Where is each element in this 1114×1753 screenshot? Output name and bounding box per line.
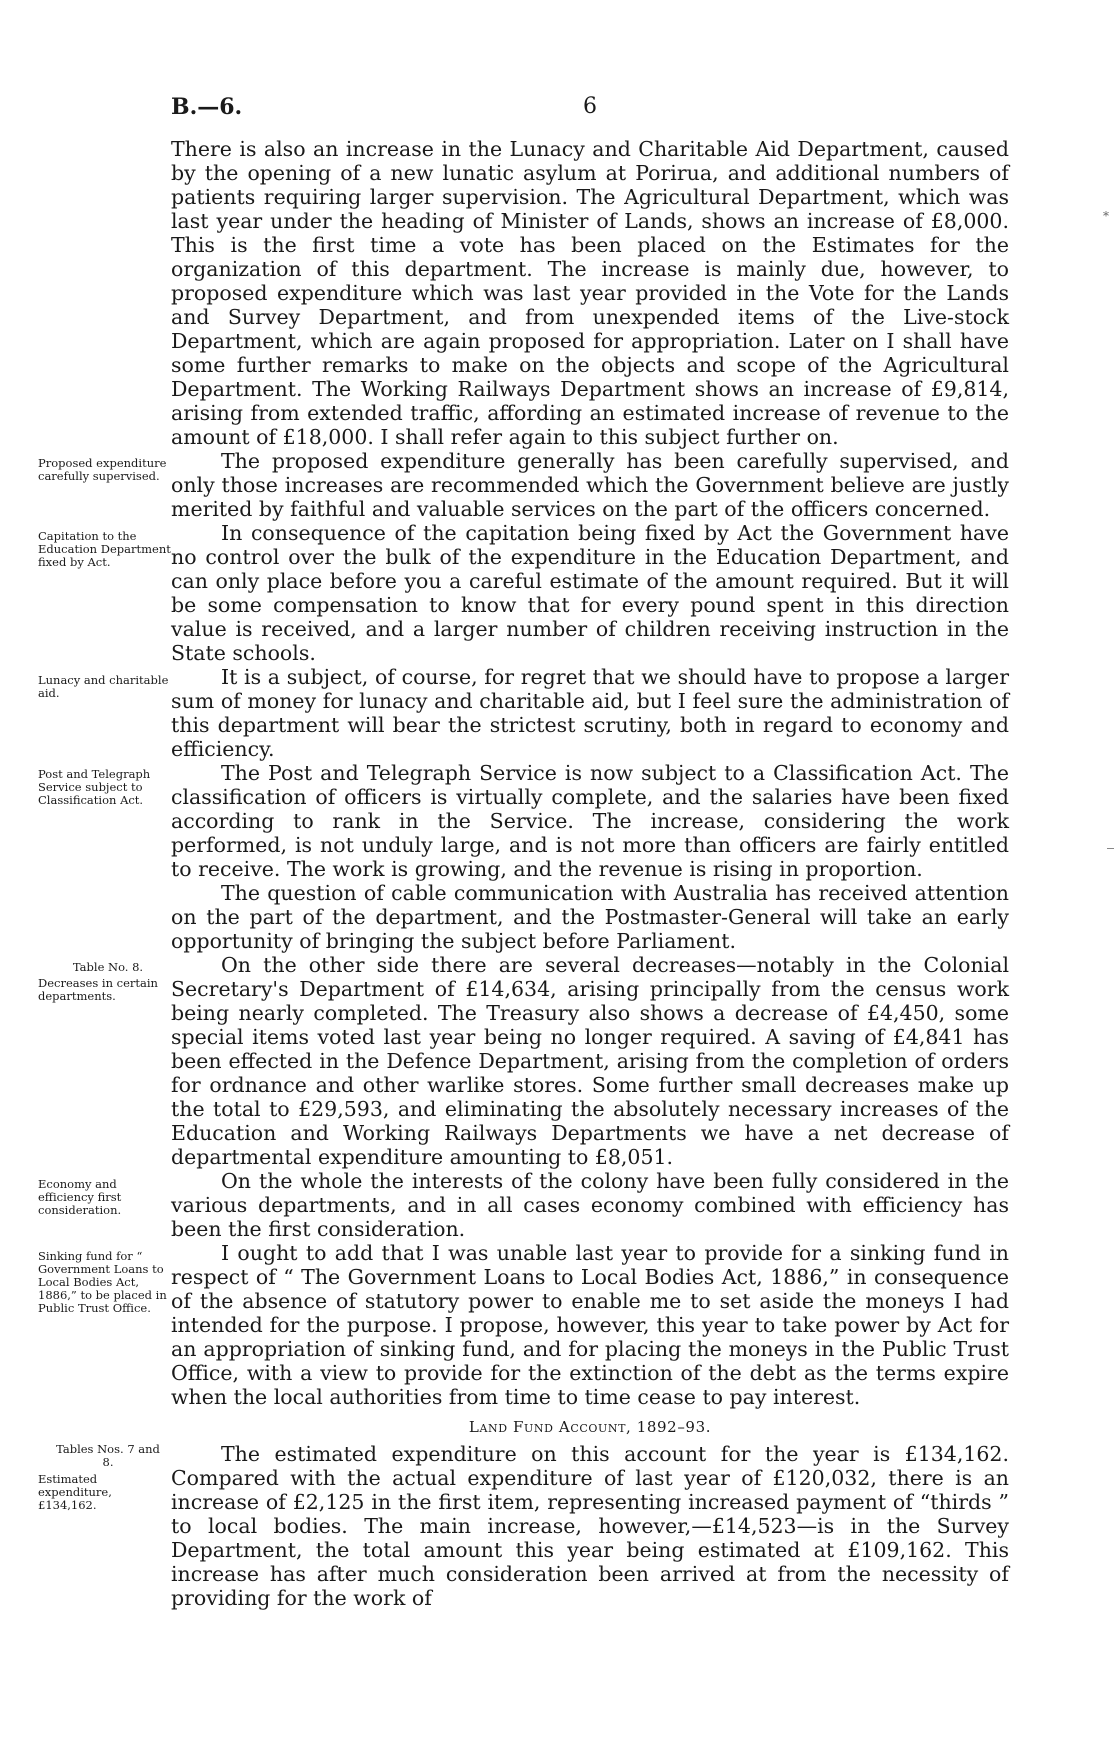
paragraph-economy: On the whole the interests of the colony have been fully considered in the various departments, and in all cases economy combined with efficiency has been the first consideration. [171,1169,1009,1241]
paragraph-post-telegraph: The Post and Telegraph Service is now subject to a Classification Act. The classification of officers is virtually complete, and the salaries have been fixed according to rank in the Service. The increase, considering the work performed, is not unduly large, and is not more than officers are fairly entitled to receive. The work is growing, and the revenue is rising in proportion. [171,761,1009,881]
margin-note-supervised: Proposed expenditure carefully supervised. [38,456,167,483]
margin-note-estimated: Estimated expenditure, £134,162. [38,1472,112,1512]
edge-mark: * [1103,209,1109,223]
paragraph-cable-communication: The question of cable communication with Australia has received attention on the part of the department, and the Postmaster-General will take an early opportunity of bringing the subject before Parliament. [171,881,1009,953]
margin-note-table-8: Table No. 8. [72,960,144,974]
edge-rule [1107,848,1114,849]
paragraph-decreases: On the other side there are several decreases—notably in the Colonial Secretary's Department of £14,634, arising principally from the census work being nearly completed. The Treasury also shows a decrease of £4,450, some special items voted last year being no longer required. A saving of £4,841 has been effected in the Defence Department, arising from the completion of orders for ordnance and other warlike stores. Some further small decreases make up the total to £29,593, and eliminating the absolutely necessary increases of the Education and Working Railways Departments we have a net decrease of departmental expenditure amounting to £8,051. [171,953,1009,1169]
section-heading: Land Fund Account, 1892–93. [468,1418,712,1436]
document-reference: B.—6. [171,94,243,120]
paragraph-lunacy-agricultural: There is also an increase in the Lunacy and Charitable Aid Department, caused by the opening of a new lunatic asylum at Porirua, and additional numbers of patients requiring larger supervision. The Agricultural Department, which was last year under the heading of Minister of Lands, shows an increase of £8,000. This is the first time a vote has been placed on the Estimates for the organization of this department. The increase is mainly due, however, to proposed expenditure which was last year provided in the Vote for the Lands and Survey Department, and from unexpended items of the Live-stock Department, which are again proposed for appropriation. Later on I shall have some further remarks to make on the objects and scope of the Agricultural Department. The Working Railways Department shows an increase of £9,814, arising from extended traffic, affording an estimated increase of revenue to the amount of £18,000. I shall refer again to this subject further on. [171,137,1009,449]
margin-note-lunacy: Lunacy and charitable aid. [38,673,169,700]
margin-note-decreases: Decreases in certain departments. [38,976,158,1003]
margin-note-post-telegraph: Post and Telegraph Service subject to Classification Act. [38,767,151,807]
paragraph-expenditure-supervised: The proposed expenditure generally has been carefully supervised, and only those increases are recommended which the Government believe are justly merited by faithful and valuable services on the part of the officers concerned. [171,449,1009,521]
paragraph-land-fund: The estimated expenditure on this account for the year is £134,162. Compared with the actual expenditure of last year of £120,032, there is an increase of £2,125 in the first item, representing increased payment of “thirds ” to local bodies. The main increase, however,—£14,523—is in the Survey Department, the total amount this year being estimated at £109,162. This increase has after much consideration been arrived at from the necessity of providing for the work of [171,1442,1009,1610]
paragraph-education-capitation: In consequence of the capitation being fixed by Act the Government have no control over the bulk of the expenditure in the Education Department, and can only place before you a careful estimate of the amount required. But it will be some compensation to know that for every pound spent in this direction value is received, and a larger number of children receiving instruction in the State schools. [171,521,1009,665]
margin-note-capitation: Capitation to the Education Department fixed by Act. [38,529,171,569]
margin-note-economy: Economy and efficiency first consideration. [38,1177,122,1217]
margin-note-sinking-fund: Sinking fund for “ Government Loans to Local Bodies Act, 1886,” to be placed in Public Trust Office. [38,1249,167,1315]
margin-note-tables-7-8: Tables Nos. 7 and 8. [56,1442,160,1469]
body-text [171,137,1009,1610]
paragraph-sinking-fund: I ought to add that I was unable last year to provide for a sinking fund in respect of “ The Government Loans to Local Bodies Act, 1886,” in consequence of the absence of statutory power to enable me to set aside the moneys I had intended for the purpose. I propose, however, this year to take power by Act for an appropriation of sinking fund, and for placing the moneys in the Public Trust Office, with a view to provide for the extinction of the debt as the terms expire when the local authorities from time to time cease to pay interest. [171,1241,1009,1409]
page-number: 6 [583,94,597,119]
paragraph-lunacy-charitable: It is a subject, of course, for regret that we should have to propose a larger sum of money for lunacy and charitable aid, but I feel sure the administration of this department will bear the strictest scrutiny, both in regard to economy and efficiency. [171,665,1009,761]
